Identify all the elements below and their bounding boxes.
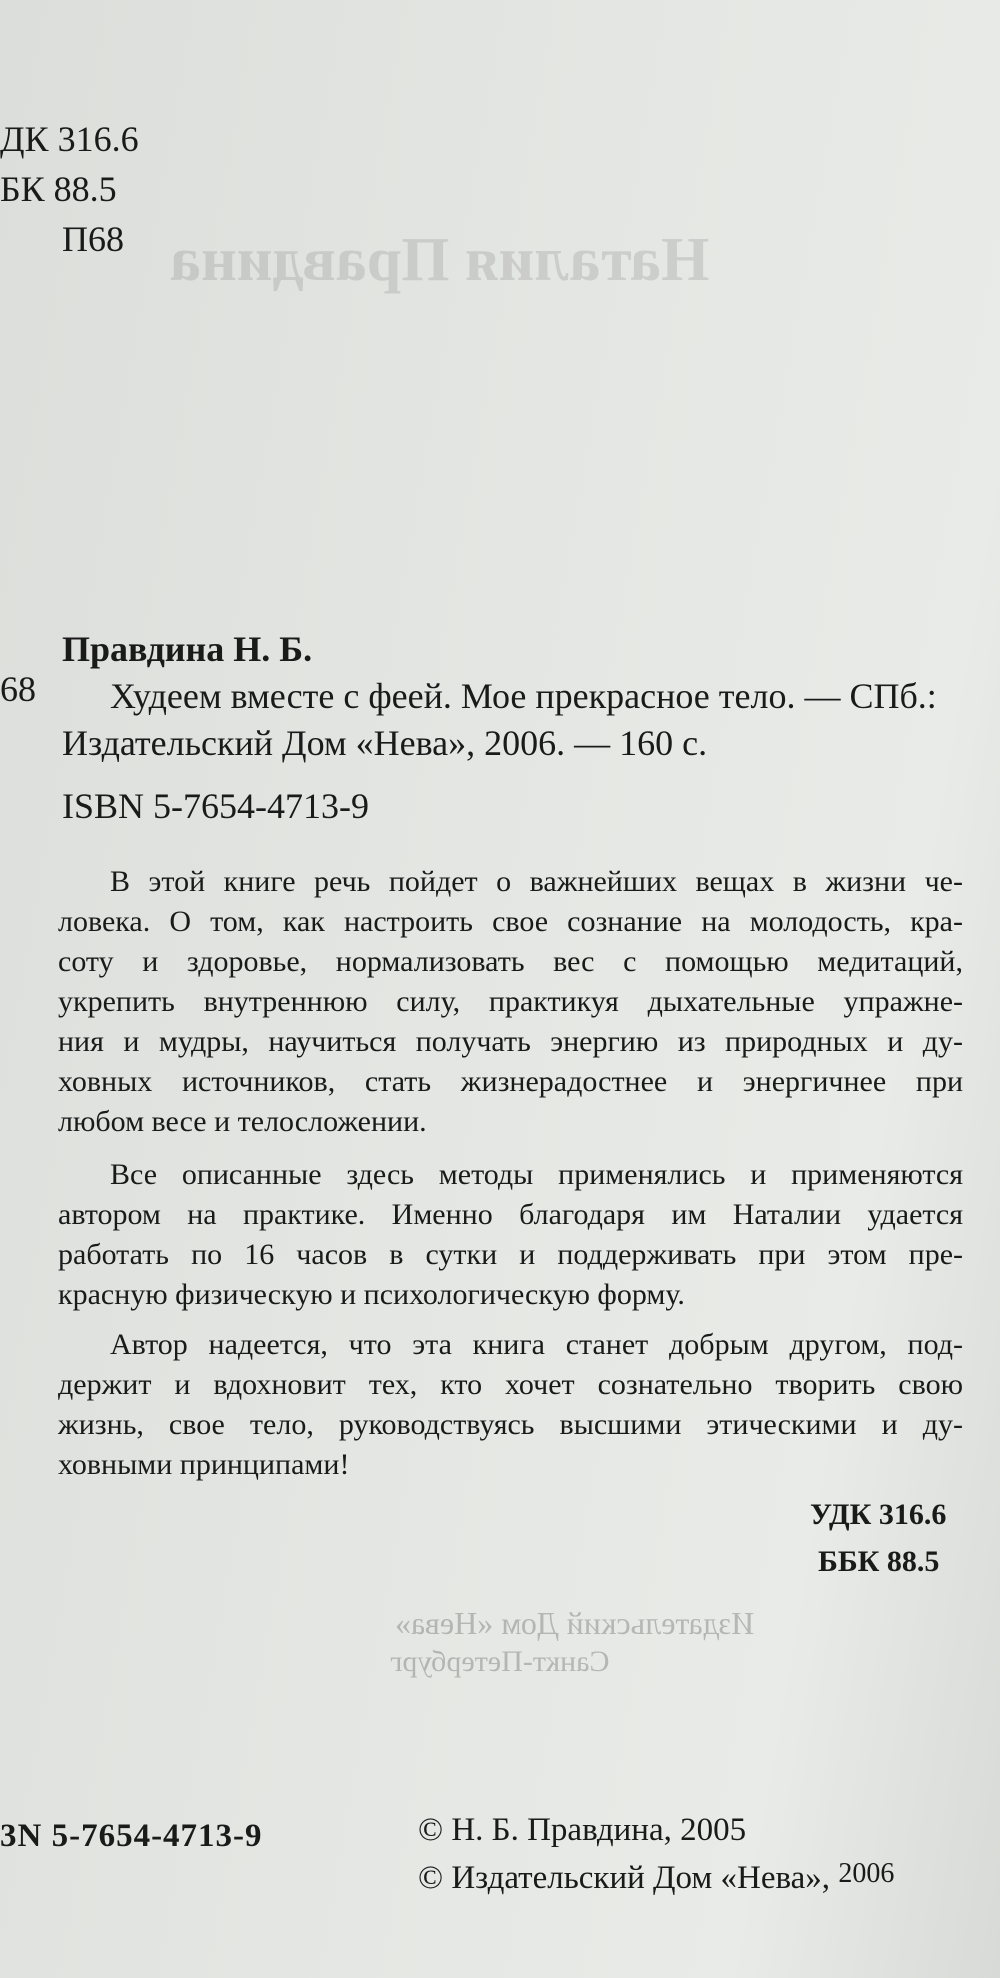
text-line: укрепить внутреннюю силу, практикуя дыхательные упражне-: [58, 985, 963, 1018]
bleed-through-publisher: Издательский Дом «Нева»: [395, 1605, 755, 1641]
footer-isbn: 3N 5-7654-4713-9: [0, 1818, 263, 1854]
annotation-paragraph-1: [58, 862, 963, 1142]
text-line: ния и мудры, научиться получать энергию из природных и ду-: [58, 1025, 963, 1058]
bleed-through-city: Санкт-Петербург: [390, 1645, 610, 1678]
text-line: ховными принципами!: [58, 1448, 350, 1481]
copyright-publisher: [418, 1860, 894, 1897]
publisher-line: Издательский Дом «Нева», 2006. — 160 с.: [62, 723, 708, 763]
copyright-author: © Н. Б. Правдина, 2005: [418, 1812, 747, 1848]
text-line: любом весе и телосложении.: [58, 1105, 427, 1138]
isbn-line: ISBN 5-7654-4713-9: [62, 786, 369, 826]
text-line: работать по 16 часов в сутки и поддерживать при этом пре-: [58, 1238, 963, 1271]
text-line: ховных источников, стать жизнерадостнее и энергичнее при: [58, 1065, 963, 1098]
text-line: Автор надеется, что эта книга станет добрым другом, под-: [110, 1328, 963, 1361]
author-name: Правдина Н. Б.: [62, 629, 313, 669]
text-line: соту и здоровье, нормализовать вес с помощью медитаций,: [58, 945, 963, 978]
bbk-code-top: БК 88.5: [0, 169, 117, 209]
annotation-paragraph-2: [58, 1155, 963, 1315]
text-line: Все описанные здесь методы применялись и применяются: [110, 1158, 963, 1191]
copyright-publisher-year: 2006: [838, 1858, 895, 1889]
annotation-paragraph-3: [58, 1325, 963, 1485]
bleed-through-title: Наталия Правдина: [170, 226, 710, 294]
udk-code-top: ДК 316.6: [0, 119, 139, 159]
text-line: В этой книге речь пойдет о важнейших вещах в жизни че-: [110, 865, 963, 898]
copyright-publisher-text: © Издательский Дом «Нева»,: [418, 1860, 831, 1896]
text-line: держит и вдохновит тех, кто хочет сознательно творить свою: [58, 1368, 963, 1401]
bbk-code: ББК 88.5: [818, 1545, 940, 1578]
author-mark: П68: [62, 219, 124, 259]
text-line: ловека. О том, как настроить свое сознание на молодость, кра-: [58, 905, 963, 938]
text-line: автором на практике. Именно благодаря им Наталии удается: [58, 1198, 963, 1231]
book-title-line: Худеем вместе с феей. Мое прекрасное тело. — СПб.:: [110, 676, 937, 716]
udk-code: УДК 316.6: [810, 1498, 947, 1531]
text-line: красную физическую и психологическую форму.: [58, 1278, 685, 1311]
margin-mark: 68: [0, 669, 36, 709]
text-line: жизнь, свое тело, руководствуясь высшими этическими и ду-: [58, 1408, 963, 1441]
